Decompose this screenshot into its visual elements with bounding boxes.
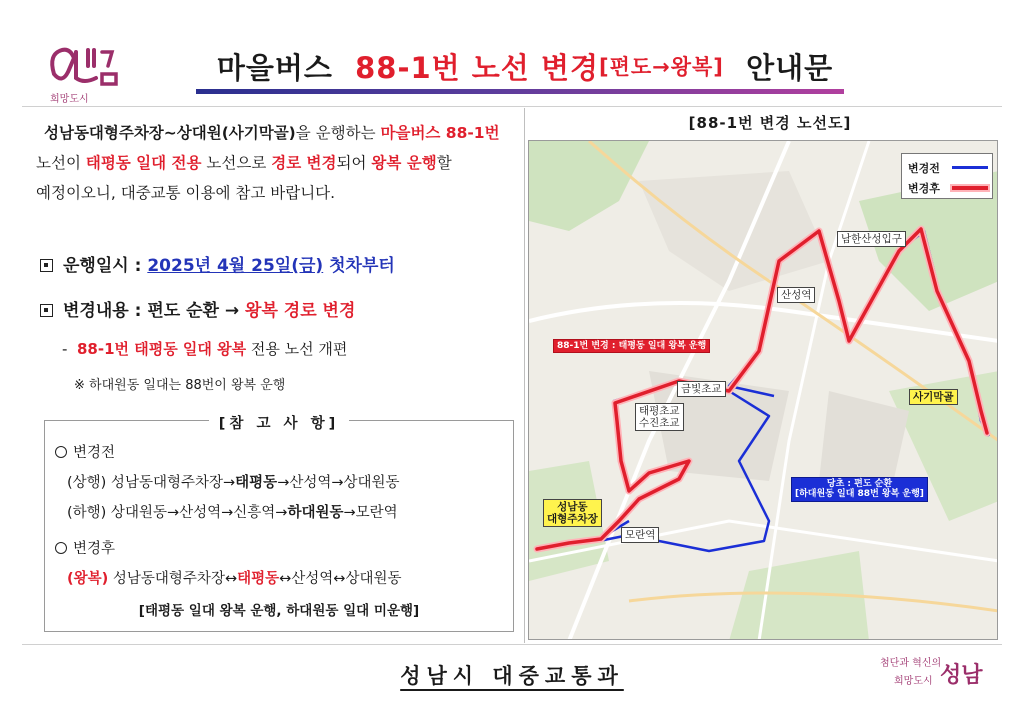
- map-title: [88-1번 변경 노선도]: [688, 114, 852, 132]
- square-bullet-icon: [40, 304, 53, 317]
- title-part-3: 노선: [471, 50, 530, 85]
- schedule-item: [40, 251, 395, 276]
- before-up-bold: 태평동: [235, 475, 278, 491]
- map-label-moran: 모란역: [621, 527, 659, 543]
- change-label: 변경내용 : 편도 순환 →: [63, 301, 240, 321]
- intro-text-3: 노선으로: [201, 154, 272, 172]
- map-note-old-route-1: 당초 : 편도 순환: [826, 479, 893, 489]
- change-note: ※ 하대원동 일대는 88번이 왕복 운행: [74, 378, 286, 393]
- after-mid: 성남동대형주차장↔: [108, 571, 238, 587]
- map-label-taepyeong-1: 태평초교: [639, 405, 680, 417]
- map-label-namhansanseong: 남한산성입구: [837, 231, 906, 247]
- legend-after-line-icon: [952, 186, 988, 190]
- divider-vertical: [524, 108, 525, 643]
- intro-text-2: 노선이: [36, 154, 86, 172]
- before-up-suffix: →산성역→상대원동: [277, 475, 400, 491]
- legend-after: [908, 180, 940, 196]
- change-item: [40, 296, 355, 321]
- footer-slogan-1: 첨단과 혁신의: [880, 658, 942, 669]
- title-part-4: 변경: [540, 50, 599, 85]
- intro-text-6: 예정이오니, 대중교통 이용에 참고 바랍니다.: [36, 184, 336, 202]
- seongnam-logo: [44, 44, 122, 104]
- title-part-6: 안내문: [746, 50, 834, 85]
- change-detail: [62, 338, 347, 359]
- title-part-1: 마을버스: [216, 50, 333, 85]
- title-underline-bar: [196, 89, 844, 94]
- schedule-date: 2025년 4월 25일(금): [147, 256, 324, 276]
- change-detail-rest: 전용 노선 개편: [250, 340, 348, 358]
- map-label-geumbit: 금빛초교: [677, 381, 726, 397]
- before-down-prefix: (하행) 상대원동→산성역→신흥역→: [67, 505, 288, 521]
- intro-route-section: 성남동대형주차장~상대원(사기막골): [44, 124, 296, 142]
- logo-caption: 희망도시: [50, 94, 89, 105]
- map-note-old-route: [791, 477, 928, 502]
- map-note-new-route: 88-1번 변경 : 태평동 일대 왕복 운행: [553, 339, 710, 353]
- intro-text-5: 할: [436, 154, 452, 172]
- before-down-route: [67, 501, 398, 522]
- reference-title: [45, 412, 513, 433]
- intro-route-change: 경로 변경: [271, 154, 337, 172]
- footer-logo: [880, 652, 1000, 692]
- divider-top: [22, 106, 1002, 107]
- legend-before-label: 변경전: [908, 162, 940, 175]
- before-label: 변경전: [73, 445, 116, 461]
- footer-mark: 성남: [940, 663, 983, 688]
- square-bullet-icon: [40, 259, 53, 272]
- change-detail-dash: -: [62, 340, 68, 358]
- page-title: [200, 44, 850, 88]
- reference-box: [44, 416, 514, 632]
- intro-text-4: 되어: [336, 154, 372, 172]
- after-round-trip: (왕복): [67, 571, 109, 587]
- footer-slogan-2: 희망도시: [894, 676, 933, 687]
- change-detail-red: 88-1번 태평동 일대 왕복: [76, 340, 247, 358]
- before-down-suffix: →모란역: [343, 505, 398, 521]
- after-taepyeong: 태평동: [237, 571, 280, 587]
- title-part-5: [편도→왕복]: [598, 55, 724, 79]
- reference-title-text: [참 고 사 항]: [209, 416, 349, 432]
- map-legend: [901, 153, 993, 199]
- before-up-route: [67, 471, 400, 492]
- schedule-label: 운행일시 :: [63, 256, 142, 276]
- divider-bottom: [22, 644, 1002, 645]
- before-heading: [55, 441, 115, 462]
- before-up-prefix: (상행) 성남동대형주차장→: [67, 475, 236, 491]
- map-label-parking-1: 성남동: [557, 501, 588, 513]
- map-label-sagimakgol: 사기막골: [909, 389, 958, 405]
- legend-before: [908, 160, 940, 176]
- before-down-bold: 하대원동: [287, 505, 344, 521]
- seongnam-logo-mark-icon: [44, 44, 122, 90]
- after-suffix: ↔산성역↔상대원동: [279, 571, 402, 587]
- circle-bullet-icon: [55, 446, 67, 458]
- footer-org-text: 성남시 대중교통과: [400, 664, 624, 688]
- map-label-parking-2: 대형주차장: [547, 513, 598, 526]
- after-label: 변경후: [73, 541, 116, 557]
- intro-text-1: 을 운행하는: [295, 124, 381, 142]
- map-label-sanseong: 산성역: [777, 287, 815, 303]
- intro-taepyeong: 태평동 일대 전용: [85, 154, 202, 172]
- reference-footnote: [태평동 일대 왕복 운행, 하대원동 일대 미운행]: [138, 603, 420, 619]
- map-label-taepyeong-school: [635, 403, 684, 431]
- map-label-parking: [543, 499, 602, 527]
- intro-paragraph: [36, 118, 516, 208]
- after-route: [67, 567, 402, 588]
- intro-bus-name: 마을버스 88-1번: [380, 124, 500, 142]
- route-map: [528, 140, 998, 640]
- intro-round-trip: 왕복 운행: [371, 154, 437, 172]
- after-heading: [55, 537, 115, 558]
- title-route-number: 88-1번: [355, 50, 461, 85]
- legend-before-line-icon: [952, 166, 988, 169]
- legend-after-label: 변경후: [908, 182, 940, 195]
- map-label-taepyeong-2: 수진초교: [639, 417, 680, 430]
- schedule-suffix: 첫차부터: [329, 256, 395, 276]
- footer-org: [0, 660, 1024, 690]
- circle-bullet-icon: [55, 542, 67, 554]
- change-value: 왕복 경로 변경: [245, 301, 356, 321]
- map-note-old-route-2: [하대원동 일대 88번 왕복 운행]: [795, 489, 924, 500]
